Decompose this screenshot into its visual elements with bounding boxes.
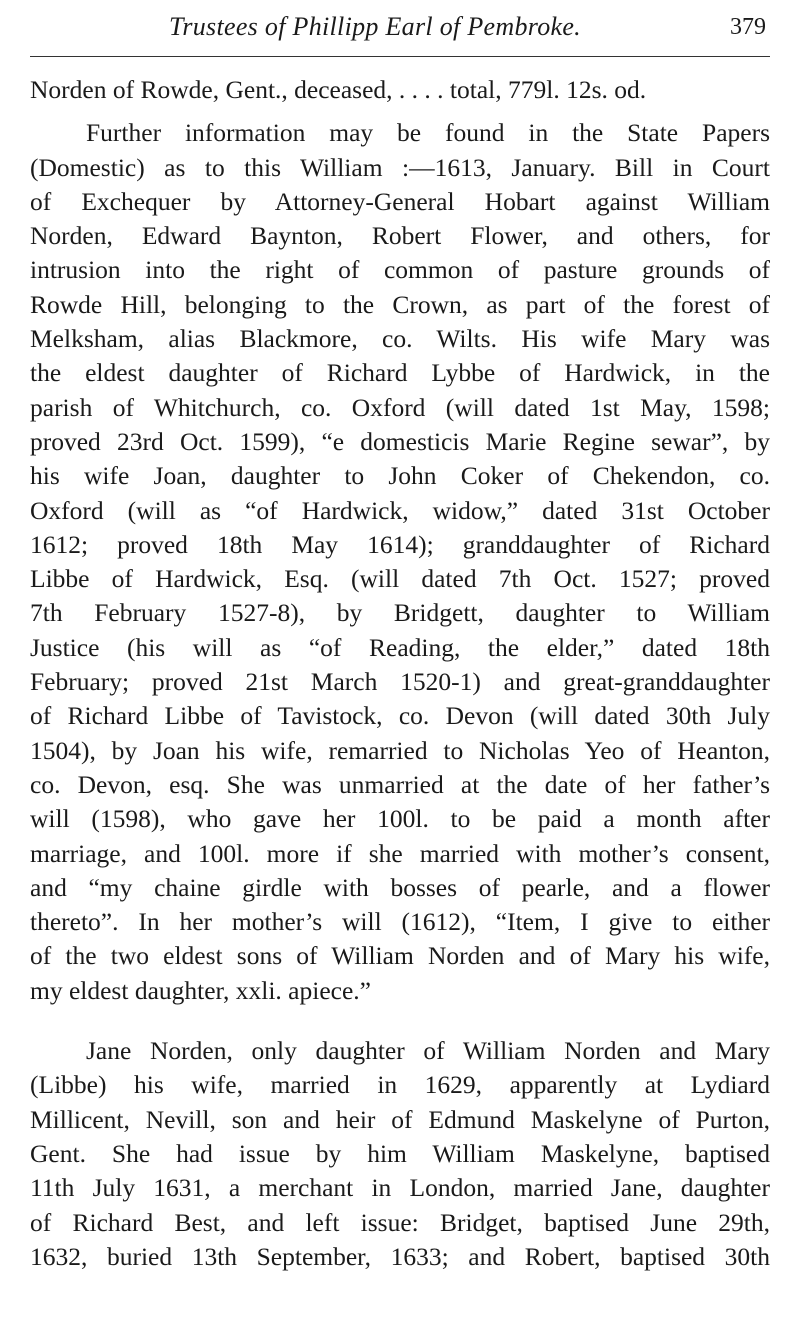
text-line: Justice (his will as “of Reading, the elder,” dated 18th xyxy=(30,632,770,662)
text-line: Melksham, alias Blackmore, co. Wilts. His wife Mary was xyxy=(30,324,770,354)
text-line: and “my chaine girdle with bosses of pearle, and a flower xyxy=(30,872,770,902)
running-head xyxy=(30,0,770,57)
text-line: marriage, and 100l. more if she married with mother’s consent, xyxy=(30,838,770,868)
paragraph-state-papers xyxy=(30,116,770,1008)
page-number: 379 xyxy=(730,14,766,40)
running-title: Trustees of Phillipp Earl of Pembroke. xyxy=(169,12,581,41)
text-line: will (1598), who gave her 100l. to be paid a month after xyxy=(30,804,770,834)
text-line: intrusion into the right of common of pasture grounds of xyxy=(30,255,770,285)
text-line: parish of Whitchurch, co. Oxford (will dated 1st May, 1598; xyxy=(30,392,770,422)
text-line: (Domestic) as to this William :—1613, January. Bill in Court xyxy=(30,152,770,182)
text-line: proved 23rd Oct. 1599), “e domesticis Marie Regine sewar”, by xyxy=(30,426,770,456)
text-line: thereto”. In her mother’s will (1612), “Item, I give to either xyxy=(30,907,770,937)
book-page xyxy=(30,0,770,1322)
paragraph-jane-norden xyxy=(30,1034,770,1274)
text-line: Oxford (will as “of Hardwick, widow,” dated 31st October xyxy=(30,495,770,525)
text-line: Jane Norden, only daughter of William Norden and Mary xyxy=(86,1036,770,1066)
text-line: of Richard Libbe of Tavistock, co. Devon (will dated 30th July xyxy=(30,701,770,731)
text-line: 1504), by Joan his wife, remarried to Nicholas Yeo of Heanton, xyxy=(30,735,770,765)
text-line: Libbe of Hardwick, Esq. (will dated 7th Oct. 1527; proved xyxy=(30,564,770,594)
text-line: 7th February 1527-8), by Bridgett, daughter to William xyxy=(30,598,770,628)
text-line: of Richard Best, and left issue: Bridget, baptised June 29th, xyxy=(30,1207,770,1237)
text-line: my eldest daughter, xxli. apiece.” xyxy=(30,975,371,1005)
text-line: February; proved 21st March 1520-1) and great-granddaughter xyxy=(30,667,770,697)
text-line: Further information may be found in the State Papers xyxy=(86,118,770,148)
text-line: 1612; proved 18th May 1614); granddaughter of Richard xyxy=(30,529,770,559)
text-line: Gent. She had issue by him William Maskelyne, baptised xyxy=(30,1138,770,1168)
paragraph-continued xyxy=(30,73,770,107)
text-line: 1632, buried 13th September, 1633; and Robert, baptised 30th xyxy=(30,1241,770,1271)
text-line: the eldest daughter of Richard Lybbe of Hardwick, in the xyxy=(30,358,770,388)
text-line: 11th July 1631, a merchant in London, married Jane, daughter xyxy=(30,1173,770,1203)
text-line: Norden of Rowde, Gent., deceased, . . . . total, 779l. 12s. od. xyxy=(30,75,647,104)
text-line: Millicent, Nevill, son and heir of Edmund Maskelyne of Purton, xyxy=(30,1104,770,1134)
text-line: of the two eldest sons of William Norden and of Mary his wife, xyxy=(30,941,770,971)
text-line: of Exchequer by Attorney-General Hobart against William xyxy=(30,186,770,216)
text-line: Norden, Edward Baynton, Robert Flower, and others, for xyxy=(30,221,770,251)
text-line: co. Devon, esq. She was unmarried at the date of her father’s xyxy=(30,769,770,799)
text-line: Rowde Hill, belonging to the Crown, as part of the forest of xyxy=(30,289,770,319)
text-line: (Libbe) his wife, married in 1629, apparently at Lydiard xyxy=(30,1070,770,1100)
text-line: his wife Joan, daughter to John Coker of Chekendon, co. xyxy=(30,461,770,491)
